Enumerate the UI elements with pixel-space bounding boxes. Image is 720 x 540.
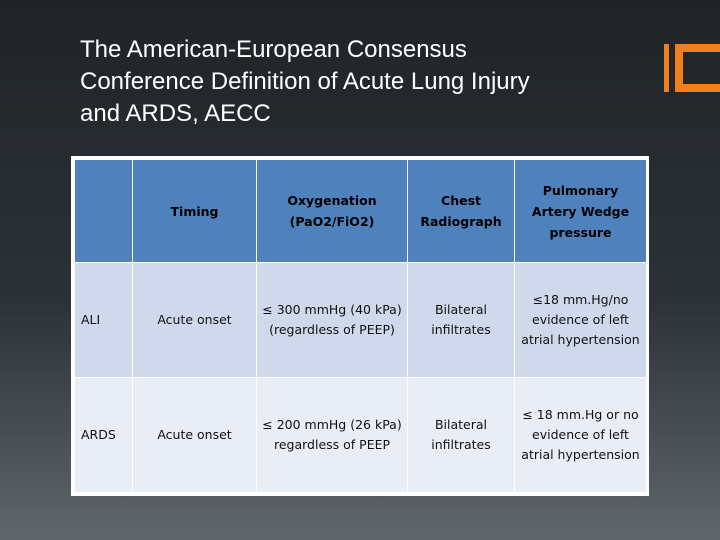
slide-title-line-1: The American-European Consensus bbox=[80, 36, 467, 63]
cell-chest-ali bbox=[408, 263, 515, 378]
cell-timing-ali: Acute onset bbox=[133, 263, 257, 378]
row-label-ards: ARDS bbox=[75, 378, 133, 493]
slide-title bbox=[80, 34, 650, 130]
header-chest-line-2: Radiograph bbox=[420, 214, 502, 229]
definition-table bbox=[74, 159, 647, 493]
cell-timing-ards: Acute onset bbox=[133, 378, 257, 493]
cell-chest-ards bbox=[408, 378, 515, 493]
accent-bracket bbox=[675, 44, 720, 92]
cell-oxygenation-ards-line-1: ≤ 200 mmHg (26 kPa) bbox=[262, 417, 402, 432]
cell-pawp-ards-line-1: ≤ 18 mm.Hg or no bbox=[522, 407, 639, 422]
header-oxygenation-line-1: Oxygenation bbox=[287, 193, 377, 208]
header-chest-line-1: Chest bbox=[441, 193, 481, 208]
slide-accent-decoration bbox=[664, 44, 720, 92]
slide-title-line-3: and ARDS, AECC bbox=[80, 100, 271, 127]
header-pawp-line-3: pressure bbox=[549, 224, 612, 240]
cell-oxygenation-ali-line-1: ≤ 300 mmHg (40 kPa) bbox=[262, 302, 402, 317]
cell-chest-ali-line-2: infiltrates bbox=[431, 322, 491, 337]
header-oxygenation bbox=[257, 160, 408, 263]
cell-chest-ali-line-1: Bilateral bbox=[434, 302, 488, 317]
header-oxygenation-line-2: (PaO2/FiO2) bbox=[289, 214, 375, 229]
cell-chest-ards-line-2: infiltrates bbox=[431, 437, 491, 452]
header-chest-radiograph bbox=[408, 160, 515, 263]
header-pawp-line-1: Pulmonary bbox=[542, 182, 619, 198]
cell-pawp-ali-line-1: ≤18 mm.Hg/no bbox=[532, 292, 629, 307]
header-pawp-line-2: Artery Wedge bbox=[531, 203, 630, 219]
header-timing bbox=[133, 160, 257, 263]
table-row-ards bbox=[75, 378, 647, 493]
header-timing-text: Timing bbox=[170, 203, 219, 219]
cell-pawp-ali-line-2: evidence of left bbox=[532, 312, 629, 327]
table-row-ali bbox=[75, 263, 647, 378]
cell-pawp-ards bbox=[515, 378, 647, 493]
cell-pawp-ards-line-3: atrial hypertension bbox=[521, 447, 640, 462]
accent-thin-bar bbox=[664, 44, 669, 92]
cell-oxygenation-ali-line-2: (regardless of PEEP) bbox=[269, 322, 395, 337]
slide-title-line-2: Conference Definition of Acute Lung Injury bbox=[80, 68, 530, 95]
cell-pawp-ali-line-3: atrial hypertension bbox=[521, 332, 640, 347]
definition-table-container bbox=[71, 156, 649, 496]
cell-oxygenation-ali bbox=[257, 263, 408, 378]
row-label-ali: ALI bbox=[75, 263, 133, 378]
cell-oxygenation-ards-line-2: regardless of PEEP bbox=[273, 437, 391, 452]
cell-oxygenation-ards bbox=[257, 378, 408, 493]
header-empty bbox=[75, 160, 133, 263]
cell-pawp-ali bbox=[515, 263, 647, 378]
header-pawp bbox=[515, 160, 647, 263]
cell-pawp-ards-line-2: evidence of left bbox=[532, 427, 629, 442]
cell-chest-ards-line-1: Bilateral bbox=[434, 417, 488, 432]
table-header-row bbox=[75, 160, 647, 263]
